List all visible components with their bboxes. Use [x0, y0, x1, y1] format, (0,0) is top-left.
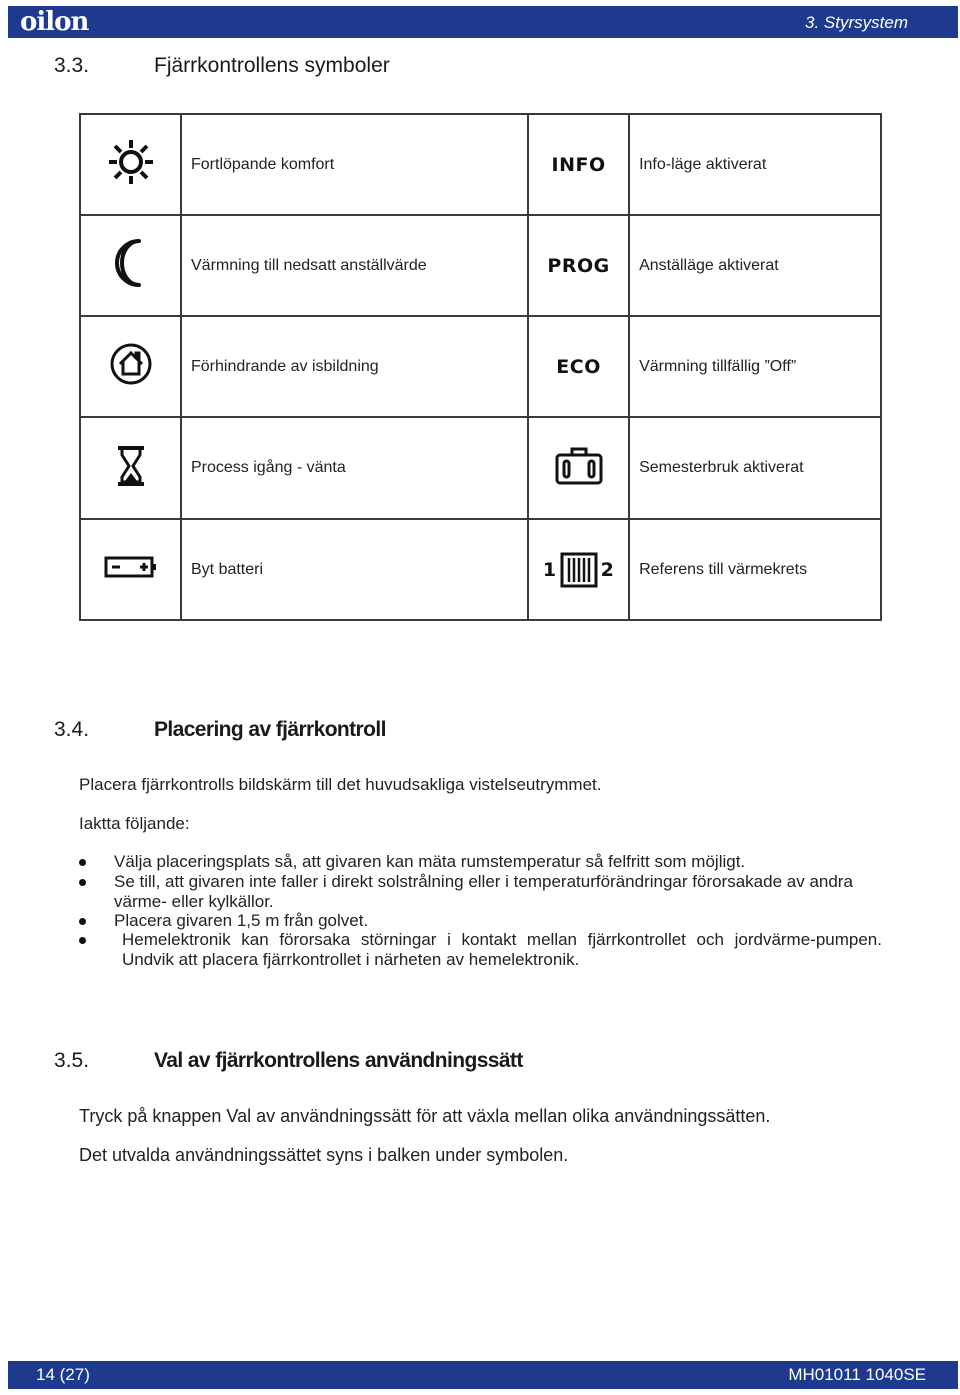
- list-item: Placera givaren 1,5 m från golvet.: [114, 911, 369, 930]
- house-circle-icon: [109, 342, 153, 386]
- symbol-label: Info-läge aktiverat: [629, 114, 881, 215]
- note-label: Iaktta följande:: [79, 814, 190, 833]
- icon-cell: [80, 417, 181, 519]
- icon-cell: [528, 417, 629, 519]
- table-row: [80, 417, 881, 519]
- paragraph: Tryck på knappen Val av användningssätt för att växla mellan olika användningssätten.: [79, 1106, 771, 1126]
- symbol-label: Byt batteri: [181, 519, 528, 620]
- section-title: Placering av fjärrkontroll: [154, 718, 386, 741]
- icon-cell: [80, 519, 181, 620]
- chapter-title: 3. Styrsystem: [805, 13, 908, 32]
- icon-cell: [528, 114, 629, 215]
- oilon-logo: oilon: [20, 7, 89, 37]
- info-text-icon: INFO: [551, 153, 606, 176]
- battery-icon: [104, 555, 158, 579]
- symbol-label: Fortlöpande komfort: [181, 114, 528, 215]
- bullet-dot: [79, 937, 86, 944]
- symbol-label: Värmning tillfällig ”Off”: [629, 316, 881, 417]
- bullet-dot: [79, 879, 86, 886]
- icon-cell: [528, 519, 629, 620]
- suitcase-icon: [555, 446, 603, 486]
- list-item: Se till, att givaren inte faller i direkt solstrålning eller i temperaturförändringar förorsakade av andra värme- eller kylkällor.: [114, 872, 853, 911]
- table-row: [80, 316, 881, 417]
- section-number: 3.3.: [54, 54, 90, 77]
- symbol-label: Semesterbruk aktiverat: [629, 417, 881, 519]
- icon-cell: [528, 215, 629, 316]
- radiator-number-2: 2: [600, 558, 615, 581]
- icon-cell: [80, 215, 181, 316]
- symbol-label: Process igång - vänta: [181, 417, 528, 519]
- icon-cell: [528, 316, 629, 417]
- icon-cell: [80, 114, 181, 215]
- section-number: 3.5.: [54, 1049, 90, 1072]
- symbol-label: Förhindrande av isbildning: [181, 316, 528, 417]
- document-code: MH01011 1040SE: [788, 1365, 926, 1384]
- bullet-dot: [79, 918, 86, 925]
- sun-icon: [107, 138, 155, 186]
- symbol-label: Anställäge aktiverat: [629, 215, 881, 316]
- header-bar: [8, 6, 958, 38]
- section-number: 3.4.: [54, 718, 90, 741]
- footer-bar: [8, 1361, 958, 1389]
- paragraph: Det utvalda användningssättet syns i balken under symbolen.: [79, 1145, 569, 1165]
- table-row: [80, 114, 881, 215]
- eco-text-icon: ECO: [556, 355, 601, 378]
- symbols-table: [79, 113, 882, 621]
- table-row: [80, 519, 881, 620]
- section-title: Val av fjärrkontrollens användningssätt: [154, 1049, 523, 1072]
- radiator-number-1: 1: [542, 558, 557, 581]
- bullet-dot: [79, 859, 86, 866]
- page-number: 14 (27): [36, 1365, 90, 1384]
- table-row: [80, 215, 881, 316]
- radiator-icon: [543, 551, 614, 589]
- icon-cell: [80, 316, 181, 417]
- list-item: Hemelektronik kan förorsaka störningar i kontakt mellan fjärrkontrollet och jordvärme-pumpen. Undvik att placera fjärrkontrollet i närheten av hemelektronik.: [122, 930, 882, 969]
- section-title: Fjärrkontrollens symboler: [154, 54, 390, 77]
- prog-text-icon: PROG: [547, 254, 610, 277]
- intro-paragraph: Placera fjärrkontrolls bildskärm till det huvudsakliga vistelseutrymmet.: [79, 775, 602, 794]
- symbol-label: Referens till värmekrets: [629, 519, 881, 620]
- symbol-label: Värmning till nedsatt anställvärde: [181, 215, 528, 316]
- moon-icon: [109, 238, 153, 288]
- list-item: Välja placeringsplats så, att givaren kan mäta rumstemperatur så felfritt som möjligt.: [114, 852, 746, 871]
- hourglass-icon: [116, 445, 146, 487]
- radiator-body-icon: [559, 551, 599, 589]
